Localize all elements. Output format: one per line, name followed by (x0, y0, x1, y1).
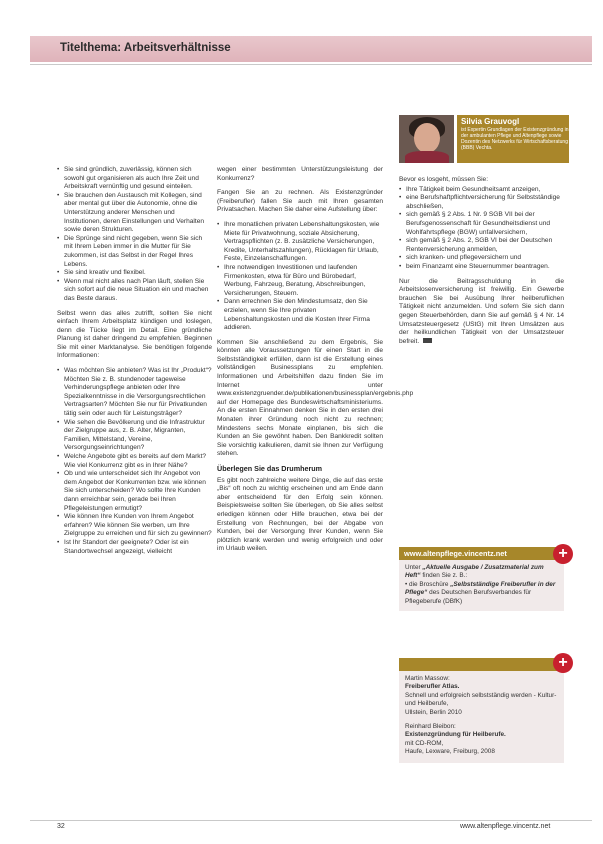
text-column-1 (57, 166, 212, 562)
paragraph: Selbst wenn das alles zutrifft, sollten Sie nicht einfach Ihrem Arbeitsplatz kündigen und loslegen, denn die Tücke liegt im Detail. Eine gründliche Planung ist daher dringend zu empfehlen. Beginnen Sie mit einer Marktanalyse. Sie benötigen folgende Informationen: (57, 309, 212, 360)
paragraph (399, 278, 564, 347)
paragraph: Bevor es losgeht, müssen Sie: (399, 176, 489, 183)
plus-icon: + (553, 544, 573, 564)
trait-list (57, 166, 212, 304)
list-item: • Ihre Tätigkeit beim Gesundheitsamt anzeigen, (399, 186, 564, 195)
footer-url[interactable]: www.altenpflege.vincentz.net (460, 823, 551, 830)
section-header (30, 36, 592, 62)
text: Unter (405, 564, 423, 571)
footer-divider (30, 820, 592, 821)
end-of-article-mark (423, 338, 432, 343)
list-item: • Was möchten Sie anbieten? Was ist Ihr „Produkt“? Möchten Sie z. B. stundenoder tageweise Verhinderungspflege anbieten oder Ihre Spezialkenntnisse in die Versorgungsrechtlichen Vertragsarten? Möchten Sie nur für Privatkunden tätig sein oder auch für Leistungsträger? (57, 367, 212, 419)
literature-header-bar (399, 658, 564, 671)
literature-line (405, 683, 558, 691)
literature-line: Haufe, Lexware, Freiburg, 2008 (405, 748, 495, 756)
text-column-2 (217, 166, 414, 560)
subheading: Überlegen Sie das Drumherum (217, 464, 323, 473)
list-item: • Ob und wie unterscheidet sich Ihr Angebot von dem Angebot der Konkurrenten bzw. wie können Sie sich unterscheiden? Wo sollte Ihre Kunden dann erreichbar sein, gerade bei Ihren Pflegeleistungen ermutigt? (57, 470, 212, 513)
list-item: • Sie sind gründlich, zuverlässig, können sich sowohl gut organisieren als auch Ihre Zeit und Arbeitskraft vernünftig und gesund einteilen. (57, 166, 212, 192)
paragraph: Es gibt noch zahlreiche weitere Dinge, die auf das erste „Bis“ oft noch zu wichtig erscheinen und am Ende dann aber entscheidend für den Erfolg sein können. Beispielsweise sollten Sie überlegen, ob Sie alles selbst erledigen können oder Hilfe brauchen, etwa bei der Erstellung von Rechnungen, bei der Abgabe von Kunden, bei der Versorgung Ihrer Kunden, wenn Sie plötzlich krank werden und wenig erfolgreich und oder im Urlaub weilen. (217, 476, 383, 553)
literature-line: Schnell und erfolgreich selbstständig werden - Kultur- und Heilberufe, (405, 691, 557, 708)
literature-line: Martin Massow: (405, 675, 450, 682)
list-item: • sich gemäß § 2 Abs. 2, SGB VI bei der Deutschen Rentenversicherung anmelden, (399, 237, 564, 254)
text-column-3 (399, 176, 564, 352)
author-name: Silvia Grauvogl (461, 117, 520, 126)
author-box (399, 115, 569, 163)
list-item: • Sie brauchen den Austausch mit Kollegen, sind aber mental gut über die Autonomie, ohne die Unterstützung anderer Menschen und Institutionen, deren Einstellungen und Verhalten sowie deren Strukturen. (57, 192, 212, 235)
list-item: • Welche Angebote gibt es bereits auf dem Markt? Wie viel Konkurrenz gibt es in Ihrer Nähe? (57, 453, 212, 470)
paragraph-text: Nur die Beitragsschuldung in die Arbeitslosenversicherung ist freiwillig. Ein Gewerbe brauchen Sie bei Ausübung Ihrer heilberuflichen Tätigkeit nicht anzumelden. Und sofern Sie sich dann gegen Steuerbehörden, dann Sie auf gemäß § 4 Nr. 14 Umsatzsteuergesetz (UStG) mit Ihren Umsätzen aus der heilkundlichen Tätigkeit von der Umsatzsteuer befreit. (399, 277, 564, 345)
list-item: • Dann errechnen Sie den Mindestumsatz, den Sie erzielen, wenn Sie Ihre privaten Lebenshaltungskosten und die Kosten Ihrer Firma addieren. (217, 298, 383, 332)
literature-line (405, 731, 558, 739)
literature-title: Existenzgründung für Heilberufe. (405, 731, 506, 739)
text: des Deutschen Berufsverbandes für Pflegeberufe (DBfK) (405, 589, 532, 605)
list-item: • Wie können Ihre Kunden von Ihrem Angebot erfahren? Wie können Sie werben, um Ihre Zielgruppe zu erreichen und für sich zu gewinnen? (57, 513, 212, 539)
literature-box (399, 658, 564, 763)
list-item: • beim Finanzamt eine Steuernummer beantragen. (399, 263, 564, 272)
literature-title: Freiberufler Atlas. (405, 683, 460, 691)
web-info-body (399, 560, 564, 611)
text: • die Broschüre (405, 580, 451, 588)
list-item: • Wie sehen die Bevölkerung und die Infrastruktur der Zielgruppe aus, z. B. Alter, Migranten, Familien, Mittelstand, Vereine, Versorgungseinrichtungen? (57, 419, 212, 453)
cost-list (217, 221, 383, 333)
literature-line: mit CD-ROM, (405, 739, 444, 747)
header-divider (30, 64, 592, 65)
web-info-title[interactable]: www.altenpflege.vincentz.net (399, 547, 564, 560)
emphasis: „Selbstständige Freiberufler in der Pflege“ (405, 580, 556, 597)
literature-body (399, 671, 564, 763)
list-item: • eine Berufshaftpflichtversicherung für Selbstständige abschließen, (399, 194, 564, 211)
plus-icon: + (553, 653, 573, 673)
list-item: • Sie sind kreativ und flexibel. (57, 269, 212, 278)
web-info-box (399, 547, 564, 611)
list-item: • Ihre notwendigen Investitionen und laufenden Firmenkosten, etwa für Büro und Bürobedarf, Werbung, Fahrzeug, Beratung, Abschreibungen, Versicherungen, Steuern. (217, 264, 383, 298)
registration-list (399, 186, 564, 272)
paragraph: wegen einer bestimmten Unterstützungsleistung der Konkurrenz? (217, 166, 383, 182)
list-item: • Wenn mal nicht alles nach Plan läuft, stellen Sie sich sofort auf die neue Situation ein und machen das Beste daraus. (57, 278, 212, 304)
market-questions-list (57, 367, 212, 556)
section-title: Titelthema: Arbeitsverhältnisse (60, 42, 231, 54)
text: finden Sie z. B.: (420, 572, 468, 580)
author-info (457, 115, 569, 163)
author-photo (399, 115, 454, 163)
page-number: 32 (57, 823, 65, 830)
list-item: • Ist Ihr Standort der geeignete? Oder ist ein Standortwechsel angezeigt, vielleicht (57, 539, 212, 556)
list-item: • Die Sprünge sind nicht gegeben, wenn Sie sich mit Ihrem Leben immer in die Mutter für Sie zukommen, ist das Selbst in der Regel Ihres Lebens. (57, 235, 212, 269)
list-item: • sich gemäß § 2 Abs. 1 Nr. 9 SGB VII bei der Berufsgenossenschaft für Gesundheitsdienst und Wohlfahrtspflege (BGW) unfallversichern, (399, 211, 564, 237)
paragraph: Kommen Sie anschließend zu dem Ergebnis, Sie könnten alle Voraussetzungen für einen Start in die Selbstständigkeit erfüllen, dann ist die Erstellung eines vollständigen Businessplans zu empfehlen. Informationen und Arbeitshilfen dazu finden Sie im Internet unter www.existenzgruender.de/publikationen/businessplan/ergebnis.php auf der Homepage des Bundeswirtschaftsministeriums. An die ersten Einnahmen denken Sie in den ersten drei Monaten ihrer Gründung noch nicht zu rechnen; Mindestens sechs Monate einplanen, bis sich die Kunden an Sie gewöhnt haben. Den Bankkredit sollten Sie vorsichtig kalkulieren, damit sie Ihnen zur Verfügung stehen. (217, 338, 414, 458)
literature-line: Ullstein, Berlin 2010 (405, 708, 462, 716)
web-info-line (405, 581, 558, 606)
literature-line: Reinhard Bleibon: (405, 723, 456, 731)
web-info-line (405, 564, 558, 581)
emphasis: „Aktuelle Ausgabe / Zusatzmaterial zum Heft“ (405, 564, 544, 580)
paragraph: Fangen Sie an zu rechnen. Als Existenzgründer (Freiberufler) fallen Sie auch mit Ihren gesamten Privatsachen. Machen Sie daher eine Aufstellung über: (217, 189, 383, 214)
list-item: • sich kranken- und pflegeversichern und (399, 254, 564, 263)
list-item: • Ihre monatlichen privaten Lebenshaltungskosten, wie Miete für Privatwohnung, soziale Absicherung, Vertragspflichten (z. B. zusätzliche Versicherungen, Kredite, Unterhaltszahlungen), Rücklagen für Urlaub, Feste, Einzelanschaffungen. (217, 221, 383, 264)
author-bio: ist Expertin Grundlagen der Existenzgründung in der ambulanten Pflege und Altenpflege sowie Dozentin des Netzwerks für Wirtschaftsberatung (BBB) Vechta. (461, 127, 569, 151)
